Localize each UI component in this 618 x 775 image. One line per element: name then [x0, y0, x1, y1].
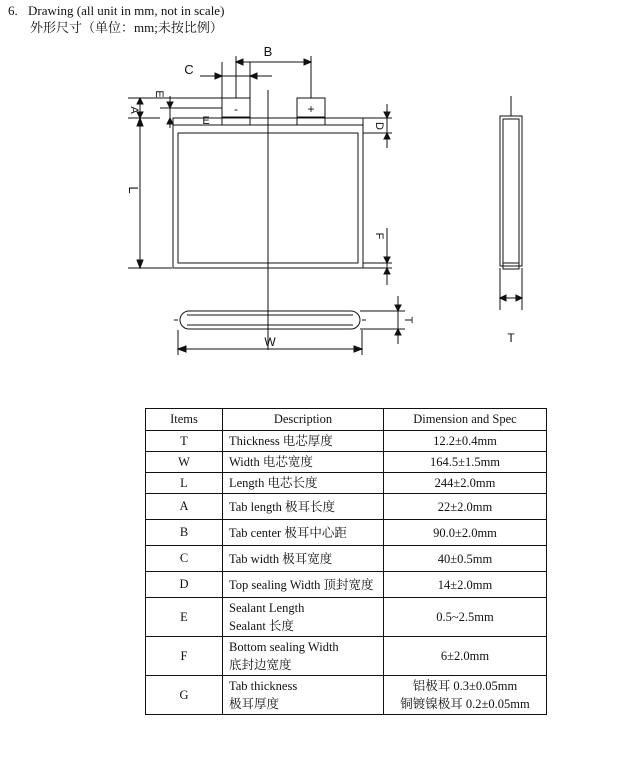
spec-line: 0.5~2.5mm: [436, 610, 494, 624]
description-line: Length 电芯长度: [229, 476, 318, 490]
dim-label-w: W: [264, 335, 276, 349]
description-line: Top sealing Width 顶封宽度: [229, 577, 374, 592]
spec-line: 6±2.0mm: [440, 649, 490, 663]
cell-item: F: [146, 637, 223, 676]
section-subtitle: 外形尺寸（单位：mm;未按比例）: [30, 20, 223, 35]
table-row: [146, 494, 547, 520]
description-line: Thickness 电芯厚度: [229, 434, 333, 448]
table-row: [146, 598, 547, 637]
negative-tab-label: -: [234, 102, 238, 116]
dim-label-t-side: T: [507, 331, 515, 345]
cell-item: L: [146, 473, 223, 494]
spec-line: 铝极耳 0.3±0.05mm: [412, 679, 518, 693]
dim-label-e-tab: E: [202, 115, 210, 127]
description-line: 极耳厚度: [229, 697, 280, 711]
header-dimension: Dimension and Spec: [384, 409, 547, 431]
table-row: [146, 452, 547, 473]
dim-label-c: C: [184, 62, 194, 77]
spec-line: 164.5±1.5mm: [429, 455, 501, 469]
positive-tab-label: +: [307, 102, 315, 116]
spec-line: 铜镀镍极耳 0.2±0.05mm: [400, 697, 530, 711]
description-line: Tab center 极耳中心距: [229, 525, 347, 540]
cell-item: E: [146, 598, 223, 637]
dim-label-d: D: [373, 122, 385, 130]
spec-line: 22±2.0mm: [437, 499, 493, 514]
cell-description: [223, 598, 384, 637]
spec-line: 90.0±2.0mm: [433, 525, 497, 540]
cell-spec: [384, 637, 547, 676]
section-title: Drawing (all unit in mm, not in scale): [28, 3, 225, 18]
description-line: Tab width 极耳宽度: [229, 551, 333, 566]
cell-spec: [384, 676, 547, 715]
description-line: Width 电芯宽度: [229, 455, 313, 469]
spec-table: [145, 408, 547, 715]
table-header-row: [146, 409, 547, 431]
bottom-view-cell: [180, 311, 360, 329]
cell-description: [223, 452, 384, 473]
cell-description: [223, 546, 384, 572]
cell-spec: [384, 598, 547, 637]
header-items: Items: [146, 409, 223, 431]
cell-description: [223, 494, 384, 520]
dim-label-a: A: [128, 106, 140, 114]
dim-label-e: E: [153, 90, 165, 98]
cell-spec: [384, 431, 547, 452]
description-line: Sealant 长度: [229, 619, 294, 633]
spec-line: 40±0.5mm: [437, 551, 493, 566]
description-line: Sealant Length: [229, 601, 305, 615]
cell-item: D: [146, 572, 223, 598]
cell-item: B: [146, 520, 223, 546]
description-line: 底封边宽度: [229, 658, 292, 672]
header-description: Description: [223, 409, 384, 431]
table-row: [146, 637, 547, 676]
cell-description: [223, 520, 384, 546]
cell-description: [223, 431, 384, 452]
dim-label-b: B: [263, 44, 273, 59]
cell-item: C: [146, 546, 223, 572]
cell-spec: [384, 520, 547, 546]
cell-spec: [384, 494, 547, 520]
table-row: [146, 676, 547, 715]
cell-spec: [384, 473, 547, 494]
spec-line: 244±2.0mm: [434, 476, 496, 490]
cell-spec: [384, 572, 547, 598]
section-number: 6.: [8, 3, 18, 18]
table-row: [146, 546, 547, 572]
cell-item: G: [146, 676, 223, 715]
cell-description: [223, 676, 384, 715]
description-line: Bottom sealing Width: [229, 640, 339, 654]
description-line: Tab thickness: [229, 679, 298, 693]
spec-line: 12.2±0.4mm: [433, 434, 497, 448]
dim-label-l: L: [126, 186, 141, 194]
table-row: [146, 520, 547, 546]
dim-label-t-bottom: T: [402, 316, 414, 324]
cell-item: W: [146, 452, 223, 473]
cell-item: A: [146, 494, 223, 520]
table-row: [146, 431, 547, 452]
cell-description: [223, 637, 384, 676]
dim-label-f: F: [373, 232, 385, 240]
cell-item: T: [146, 431, 223, 452]
table-body: [146, 431, 547, 715]
spec-line: 14±2.0mm: [437, 577, 493, 592]
cell-spec: [384, 546, 547, 572]
cell-spec: [384, 452, 547, 473]
table-row: [146, 473, 547, 494]
cell-description: [223, 473, 384, 494]
description-line: Tab length 极耳长度: [229, 499, 336, 514]
cell-description: [223, 572, 384, 598]
table-row: [146, 572, 547, 598]
